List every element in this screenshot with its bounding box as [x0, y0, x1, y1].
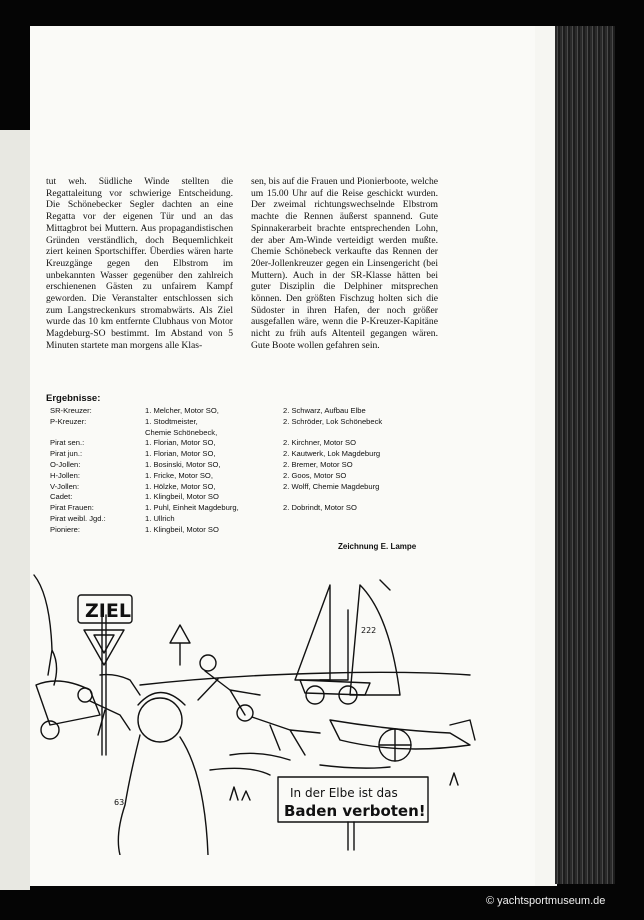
result-row	[50, 417, 430, 428]
result-second-place: 2. Kautwerk, Lok Magdeburg	[283, 449, 381, 459]
spectator-body	[118, 735, 208, 855]
result-row	[50, 503, 430, 514]
result-second-place: 2. Dobrindt, Motor SO	[283, 503, 357, 513]
result-first-place: 1. Fricke, Motor SO,	[145, 470, 213, 480]
man-head-1	[78, 688, 92, 702]
sign-post	[102, 615, 106, 755]
pennant	[380, 580, 390, 590]
result-first-place: 1. Bosinski, Motor SO,	[145, 459, 221, 469]
article-column-1	[46, 176, 233, 352]
result-row	[50, 525, 430, 536]
water-ripples	[210, 753, 390, 775]
result-first-place: 1. Ullrich	[145, 513, 175, 523]
copyright-watermark: © yachtsportmuseum.de	[486, 895, 606, 907]
result-first-place: 1. Klingbeil, Motor SO	[145, 524, 219, 534]
left-bank-shape	[34, 575, 57, 685]
result-first-place: 1. Puhl, Einheit Magdeburg,	[145, 503, 239, 513]
result-row	[50, 482, 430, 493]
result-row	[50, 428, 430, 439]
result-second-place: 2. Kirchner, Motor SO	[283, 438, 357, 448]
cartoon-illustration	[30, 555, 500, 855]
result-class: Pioniere:	[50, 524, 80, 534]
article-column-2	[251, 176, 438, 352]
result-second-place: 2. Schwarz, Aufbau Elbe	[283, 406, 366, 415]
warning-sign-line1: In der Elbe ist das	[290, 786, 398, 800]
result-second-place	[283, 492, 430, 503]
main-sail	[350, 585, 400, 695]
warning-sign-line2: Baden verboten!	[284, 802, 426, 820]
result-class: Pirat sen.:	[50, 438, 85, 448]
result-class	[50, 428, 145, 439]
result-second-place: 2. Goos, Motor SO	[283, 470, 347, 480]
result-row	[50, 438, 430, 449]
result-class: V-Jollen:	[50, 481, 80, 491]
result-class: Pirat jun.:	[50, 449, 83, 459]
small-flag-icon	[170, 625, 190, 665]
article-text-2: sen, bis auf die Frauen und Pionierboote, welche um 15.00 Uhr auf die Reise geschickt wurden. Der zweimal richtungswechselnde Elbstrom machte die Rennen äußerst spannend. Gute Spinnakerarbeit brachte entsprechenden Lohn, der aber Am-Winde verteidigt werden mußte. Chemie Schönebeck verkaufte das Rennen der 20er-Jollenkreuzer gegen ein Linsengericht (bei Muttern). Auch in der SR-Klasse hätten bei guter Disziplin die Delphiner mitsprechen können. Den größten Fischzug holten sich die Südoster in ihren Hafen, der noch größer ausgefallen wäre, wenn die P-Kreuzer-Kapitäne nicht zu früh aufs Altenteil gegangen wären. Gute Boote wollen gefahren sein.	[251, 176, 438, 351]
result-class: Pirat Frauen:	[50, 503, 94, 513]
shoreline	[140, 672, 470, 685]
result-first-place: 1. Florian, Motor SO,	[145, 438, 216, 448]
previous-page-edge	[0, 130, 30, 890]
triangle-inner	[94, 635, 114, 653]
spectator-head	[138, 698, 182, 742]
result-row	[50, 460, 430, 471]
result-first-place: 1. Klingbeil, Motor SO	[145, 492, 219, 502]
runner-head	[200, 655, 216, 671]
result-row	[50, 471, 430, 482]
result-class: H-Jollen:	[50, 470, 80, 480]
car-body	[36, 681, 100, 725]
sail-back	[295, 585, 330, 680]
swimmer-head	[237, 705, 253, 721]
result-first-place: Chemie Schönebeck,	[145, 427, 218, 437]
result-class: P-Kreuzer:	[50, 416, 87, 426]
result-class: Pirat weibl. Jgd.:	[50, 513, 106, 523]
result-second-place: 2. Schröder, Lok Schönebeck	[283, 416, 383, 426]
results-heading: Ergebnisse:	[46, 393, 101, 404]
result-second-place	[283, 525, 430, 536]
result-class: O-Jollen:	[50, 459, 81, 469]
sail-number: 222	[361, 626, 377, 635]
article-columns	[46, 176, 438, 352]
result-first-place: 1. Hölzke, Motor SO,	[145, 481, 216, 491]
artist-signature: 63	[114, 798, 125, 807]
trailer-wheel-1	[306, 686, 324, 704]
result-row	[50, 406, 430, 417]
book-page-stack	[533, 26, 557, 886]
result-class: SR-Kreuzer:	[50, 406, 92, 415]
result-row	[50, 514, 430, 525]
trailer-bar	[450, 720, 475, 740]
result-class: Cadet:	[50, 492, 73, 502]
ziel-label: ZIEL	[85, 600, 131, 622]
result-row	[50, 492, 430, 503]
result-second-place	[283, 514, 430, 525]
result-first-place: 1. Stodtmeister,	[145, 416, 198, 426]
book-edge	[555, 26, 615, 884]
result-row	[50, 449, 430, 460]
result-second-place	[283, 428, 430, 439]
result-first-place: 1. Florian, Motor SO,	[145, 449, 216, 459]
article-text-1: tut weh. Südliche Winde stellten die Regattaleitung vor schwierige Entscheidung. Die Schönebecker Segler dachten an eine Regatta vor der eigenen Tür und an das Mittagbrot bei Muttern. Aus propagandistischen Gründen verständlich, doch Bequemlichkeit ziert keinen Sportschiffer. Überdies wären harte Kreuzgänge gegen den Elbstrom im unbekannten Wasser gegenüber den zahlreich erschienenen Gästen zu unfairem Kampf geworden. Die Veranstalter entschlossen sich zum Langstreckenkurs stromabwärts. Als Ziel wurde das 10 km entfernte Clubhaus von Motor Magdeburg-SO bestimmt. Im Abstand von 5 Minuten startete man morgens alle Klas-	[46, 176, 233, 351]
results-table	[50, 406, 430, 536]
result-second-place: 2. Bremer, Motor SO	[283, 459, 353, 469]
warning-sign-post	[348, 822, 354, 850]
result-second-place: 2. Wolff, Chemie Magdeburg	[283, 481, 380, 491]
illustration-credit: Zeichnung E. Lampe	[338, 542, 417, 551]
result-first-place: 1. Melcher, Motor SO,	[145, 406, 219, 415]
mast-mid	[320, 610, 348, 680]
swimmer-body	[252, 717, 320, 755]
